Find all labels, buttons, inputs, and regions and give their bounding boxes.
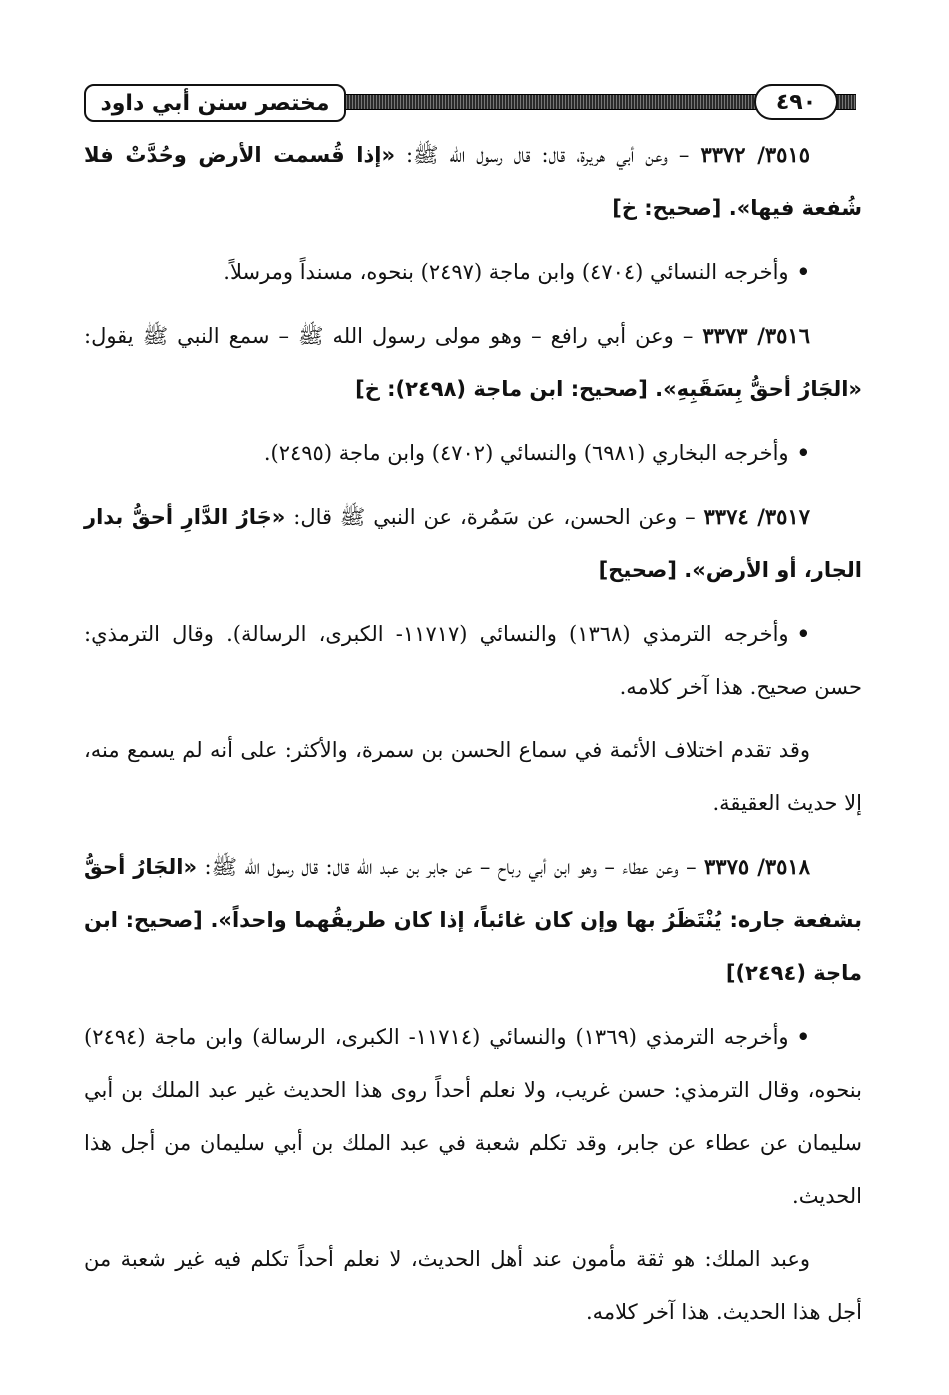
commentary-paragraph: وقد تقدم اختلاف الأئمة في سماع الحسن بن سمرة، والأكثر: على أنه لم يسمع منه، إلا حديث العقيقة.	[84, 738, 862, 815]
hadith-chain: – وعن عطاء – وهو ابن أبي رباح – عن جابر بن عبد الله قال: قال رسول الله ﷺ:	[197, 855, 705, 879]
hadith-chain: – وعن الحسن، عن سَمُرة، عن النبي ﷺ قال:	[285, 505, 704, 529]
bullet-marker: •	[796, 1024, 810, 1049]
hadith-entry-3515	[84, 128, 862, 235]
bullet-marker: •	[796, 621, 810, 646]
hadith-chain: – وعن أبي هريرة، قال: قال رسول الله ﷺ:	[395, 143, 701, 167]
bullet-marker: •	[796, 440, 810, 465]
hadith-entry-3517	[84, 490, 862, 597]
hadith-number: ٣٥١٥/ ٣٣٧٢	[700, 142, 811, 167]
hadith-number: ٣٥١٧/ ٣٣٧٤	[703, 504, 810, 529]
takhrij-text: وأخرجه الترمذي (١٣٦٨) والنسائي (١١٧١٧- الكبرى، الرسالة). وقال الترمذي: حسن صحيح. هذا آخر كلامه.	[84, 622, 862, 699]
takhrij-note	[84, 607, 862, 714]
hadith-matn: «الجَارُ أحقُّ بِسَقَبِهِ». [صحيح: ابن ماجة (٢٤٩٨): خ]	[355, 377, 862, 401]
hadith-number: ٣٥١٦/ ٣٣٧٣	[702, 323, 810, 348]
commentary-paragraph: وعبد الملك: هو ثقة مأمون عند أهل الحديث، لا نعلم أحداً تكلم فيه غير شعبة من أجل هذا الحديث. هذا آخر كلامه.	[84, 1247, 862, 1324]
takhrij-text: وأخرجه الترمذي (١٣٦٩) والنسائي (١١٧١٤- الكبرى، الرسالة) وابن ماجة (٢٤٩٤) بنحوه، وقال الترمذي: حسن غريب، ولا نعلم أحداً روى هذا الحديث غير عبد الملك بن أبي سليمان عن عطاء عن جابر، وقد تكلم شعبة في عبد الملك بن أبي سليمان من أجل هذا الحديث.	[84, 1025, 862, 1208]
page-header	[84, 84, 856, 128]
takhrij-text: وأخرجه النسائي (٤٧٠٤) وابن ماجة (٢٤٩٧) بنحوه، مسنداً ومرسلاً.	[223, 260, 789, 284]
hadith-matn: «إذا قُسمت الأرض وحُدَّتْ فلا شُفعة فيها». [صحيح: خ]	[84, 143, 862, 220]
book-title: مختصر سنن أبي داود	[84, 84, 346, 122]
bullet-marker: •	[796, 259, 810, 284]
hadith-number: ٣٥١٨/ ٣٣٧٥	[704, 854, 810, 879]
takhrij-text: وأخرجه البخاري (٦٩٨١) والنسائي (٤٧٠٢) وابن ماجة (٢٤٩٥).	[263, 441, 789, 465]
takhrij-note	[84, 1010, 862, 1223]
hadith-entry-3516	[84, 309, 862, 416]
header-ornament-rule	[344, 94, 760, 110]
hadith-entry-3518	[84, 840, 862, 1000]
hadith-matn: «الجَارُ أحقُّ بشفعة جاره: يُنْتَظَرُ بها وإن كان غائباً، إذا كان طريقُهما واحداً». [صحيح: ابن ماجة (٢٤٩٤)]	[84, 855, 862, 985]
takhrij-note	[84, 245, 862, 299]
page-number: ٤٩٠	[754, 84, 838, 120]
page-body	[84, 128, 862, 1349]
hadith-chain: – وعن أبي رافع – وهو مولى رسول الله ﷺ – سمع النبي ﷺ يقول:	[84, 324, 703, 348]
takhrij-note	[84, 426, 862, 480]
hadith-matn: «جَارُ الدَّارِ أحقُّ بدار الجار، أو الأرض». [صحيح]	[84, 505, 862, 582]
